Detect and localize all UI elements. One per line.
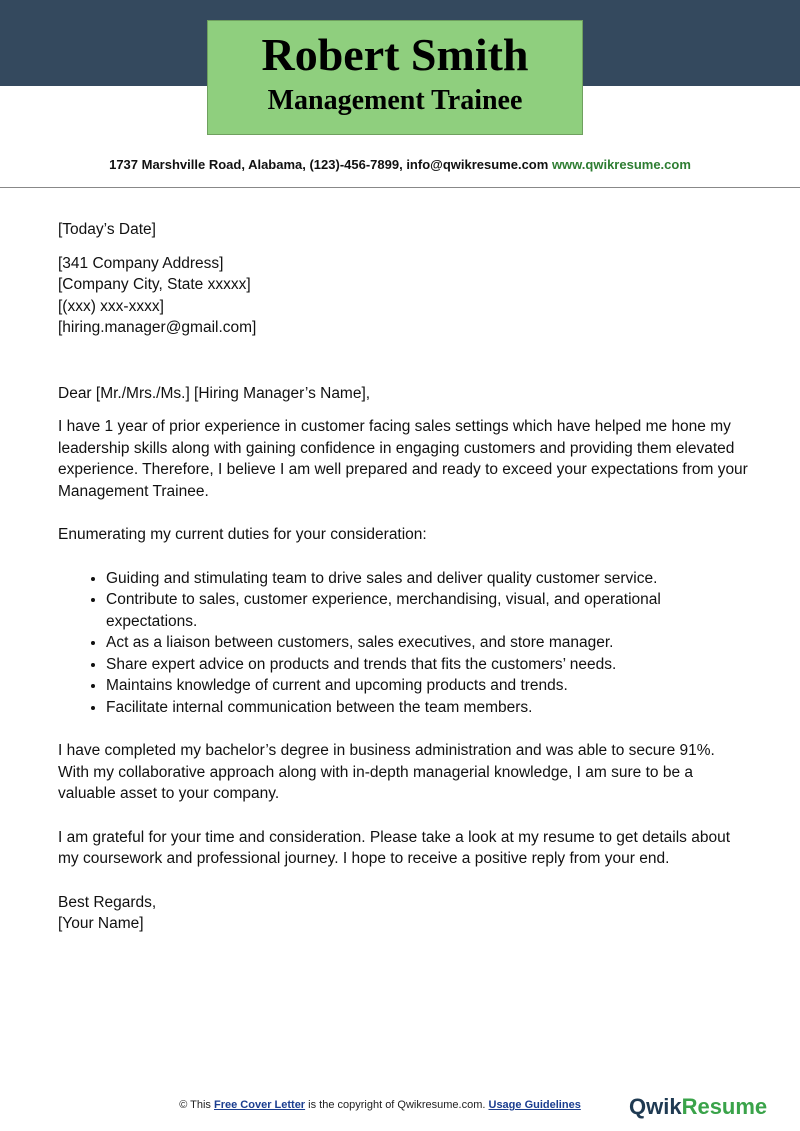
signature: [Your Name] <box>58 915 144 932</box>
contact-line <box>0 157 800 172</box>
logo-resume: Resume <box>681 1094 768 1119</box>
logo-qwik: Qwik <box>629 1094 682 1119</box>
letter-body <box>58 219 748 935</box>
website-link[interactable]: www.qwikresume.com <box>551 157 691 172</box>
address-line: [hiring.manager@gmail.com] <box>58 319 257 336</box>
duty-item: • Maintains knowledge of current and upcoming products and trends. <box>106 675 748 697</box>
letter-date: [Today’s Date] <box>58 221 156 238</box>
duty-item: • Share expert advice on products and trends that fits the customers’ needs. <box>106 654 748 676</box>
duty-item: • Facilitate internal communication between the team members. <box>106 697 748 719</box>
duties-intro: Enumerating my current duties for your consideration: <box>58 526 427 543</box>
applicant-name: Robert Smith <box>261 29 529 80</box>
usage-guidelines-link[interactable]: Usage Guidelines <box>488 1099 581 1111</box>
free-cover-letter-link[interactable]: Free Cover Letter <box>214 1099 306 1111</box>
duty-item: • Contribute to sales, customer experience, merchandising, visual, and operational expectations. <box>106 589 748 632</box>
qwikresume-logo[interactable] <box>629 1094 767 1120</box>
footer-middle: is the copyright of Qwikresume.com. <box>305 1099 489 1111</box>
paragraph-closing: I am grateful for your time and consideration. Please take a look at my resume to get details about my coursework and professional journey. I hope to receive a positive reply from your end. <box>58 828 731 867</box>
footer-prefix: © This <box>179 1099 214 1111</box>
duties-list <box>58 568 748 719</box>
header-divider <box>0 187 800 188</box>
salutation: Dear [Mr./Mrs./Ms.] [Hiring Manager’s Name], <box>58 384 371 402</box>
address-line: [341 Company Address] <box>58 254 224 272</box>
closing: Best Regards, <box>58 893 157 911</box>
name-title-box <box>207 20 583 135</box>
paragraph-intro: I have 1 year of prior experience in customer facing sales settings which have helped me hone my leadership skills along with gaining confidence in engaging customers and providing them elevated experience. Therefore, I believe I am well prepared and ready to exceed your expectations from your Management Trainee. <box>58 418 748 500</box>
job-title: Management Trainee <box>267 85 523 116</box>
contact-details: 1737 Marshville Road, Alabama, (123)-456-7899, info@qwikresume.com <box>109 157 549 172</box>
paragraph-education: I have completed my bachelor’s degree in business administration and was able to secure 91%. With my collaborative approach along with in-depth managerial knowledge, I am sure to be a valuable asset to your company. <box>58 742 715 802</box>
duty-item: • Guiding and stimulating team to drive sales and deliver quality customer service. <box>106 568 748 590</box>
address-line: [(xxx) xxx-xxxx] <box>58 297 164 315</box>
address-line: [Company City, State xxxxx] <box>58 276 251 293</box>
duty-item: • Act as a liaison between customers, sales executives, and store manager. <box>106 632 748 654</box>
